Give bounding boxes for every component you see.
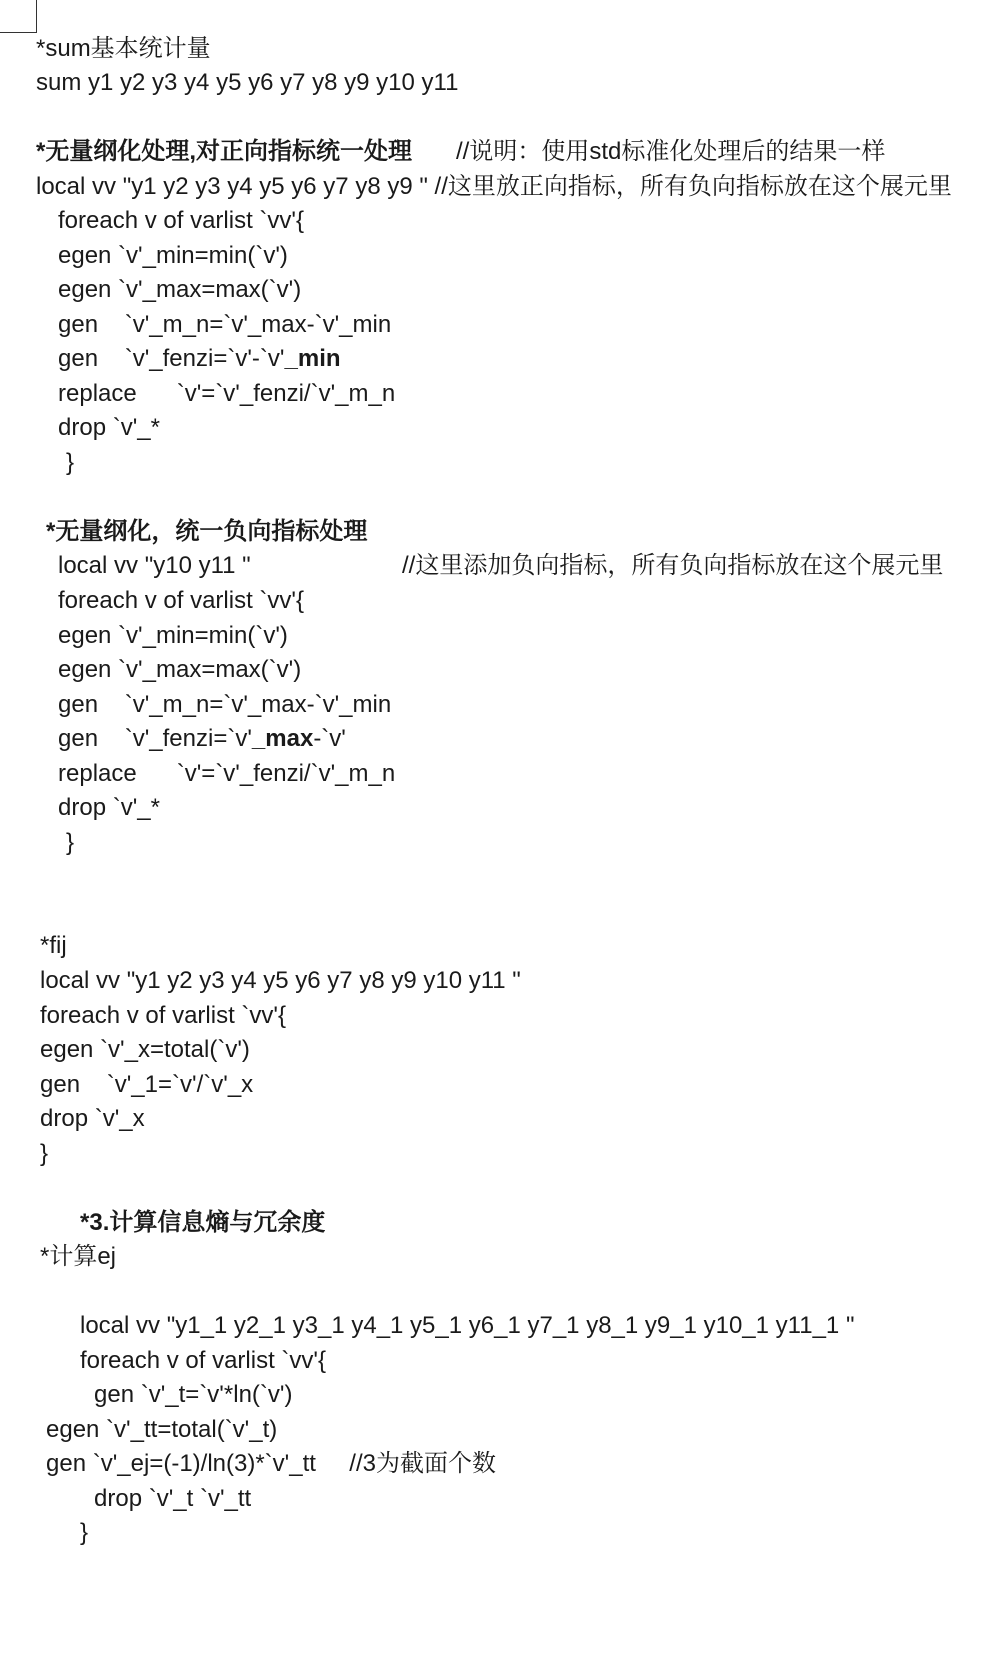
code-text-bold: _max xyxy=(251,725,314,752)
code-line: foreach v of varlist `vv'{ xyxy=(40,1002,286,1029)
code-line: drop `v'_* xyxy=(58,414,160,441)
code-line: egen `v'_min=min(`v') xyxy=(58,242,288,269)
code-line xyxy=(58,724,346,754)
code-line: egen `v'_min=min(`v') xyxy=(58,622,288,649)
code-line: gen `v'_ej=(-1)/ln(3)*`v'_tt //3为截面个数 xyxy=(46,1450,496,1477)
code-line: local vv "y1 y2 y3 y4 y5 y6 y7 y8 y9 " //这里放正向指标，所有负向指标放在这个展元里 xyxy=(36,173,952,200)
code-line: foreach v of varlist `vv'{ xyxy=(58,587,304,614)
code-line: foreach v of varlist `vv'{ xyxy=(58,207,304,234)
closing-brace: } xyxy=(80,1519,89,1546)
comment-fij: *fij xyxy=(40,932,67,959)
code-line: egen `v'_tt=total(`v'_t) xyxy=(46,1416,278,1443)
section-heading: *无量纲化处理,对正向指标统一处理 xyxy=(36,138,413,165)
closing-brace: } xyxy=(66,829,75,856)
code-text-bold: _min xyxy=(284,345,341,372)
comment-ej: *计算ej xyxy=(40,1243,117,1270)
code-line: foreach v of varlist `vv'{ xyxy=(80,1347,326,1374)
code-text: gen `v'_fenzi=`v'-`v' xyxy=(58,345,285,372)
comment-sum: *sum基本统计量 xyxy=(36,35,211,62)
inline-comment: //这里添加负向指标，所有负向指标放在这个展元里 xyxy=(402,552,944,579)
code-line: gen `v'_1=`v'/`v'_x xyxy=(40,1071,254,1098)
page-corner-mark xyxy=(0,0,37,33)
code-text: gen `v'_fenzi=`v' xyxy=(58,725,252,752)
code-line: replace `v'=`v'_fenzi/`v'_m_n xyxy=(58,380,396,407)
code-line: drop `v'_* xyxy=(58,794,160,821)
code-text: -`v' xyxy=(313,725,346,752)
code-line: drop `v'_x xyxy=(40,1105,145,1132)
inline-comment: //说明：使用std标准化处理后的结果一样 xyxy=(456,138,886,165)
closing-brace: } xyxy=(66,449,75,476)
code-line: local vv "y1_1 y2_1 y3_1 y4_1 y5_1 y6_1 y7_1 y8_1 y9_1 y10_1 y11_1 " xyxy=(80,1312,855,1339)
code-line: gen `v'_m_n=`v'_max-`v'_min xyxy=(58,691,392,718)
code-line: egen `v'_max=max(`v') xyxy=(58,656,302,683)
code-line: egen `v'_x=total(`v') xyxy=(40,1036,250,1063)
code-line: gen `v'_t=`v'*ln(`v') xyxy=(94,1381,293,1408)
closing-brace: } xyxy=(40,1140,49,1167)
code-line: sum y1 y2 y3 y4 y5 y6 y7 y8 y9 y10 y11 xyxy=(36,69,459,96)
code-line: drop `v'_t `v'_tt xyxy=(94,1485,252,1512)
code-line: local vv "y1 y2 y3 y4 y5 y6 y7 y8 y9 y10 y11 " xyxy=(40,967,521,994)
code-line: egen `v'_max=max(`v') xyxy=(58,276,302,303)
code-line: local vv "y10 y11 " xyxy=(58,552,251,579)
section-heading: *无量纲化，统一负向指标处理 xyxy=(46,518,368,545)
section-heading: *3.计算信息熵与冗余度 xyxy=(80,1209,326,1236)
code-line: gen `v'_m_n=`v'_max-`v'_min xyxy=(58,311,392,338)
code-line: replace `v'=`v'_fenzi/`v'_m_n xyxy=(58,760,396,787)
code-line xyxy=(58,344,341,374)
